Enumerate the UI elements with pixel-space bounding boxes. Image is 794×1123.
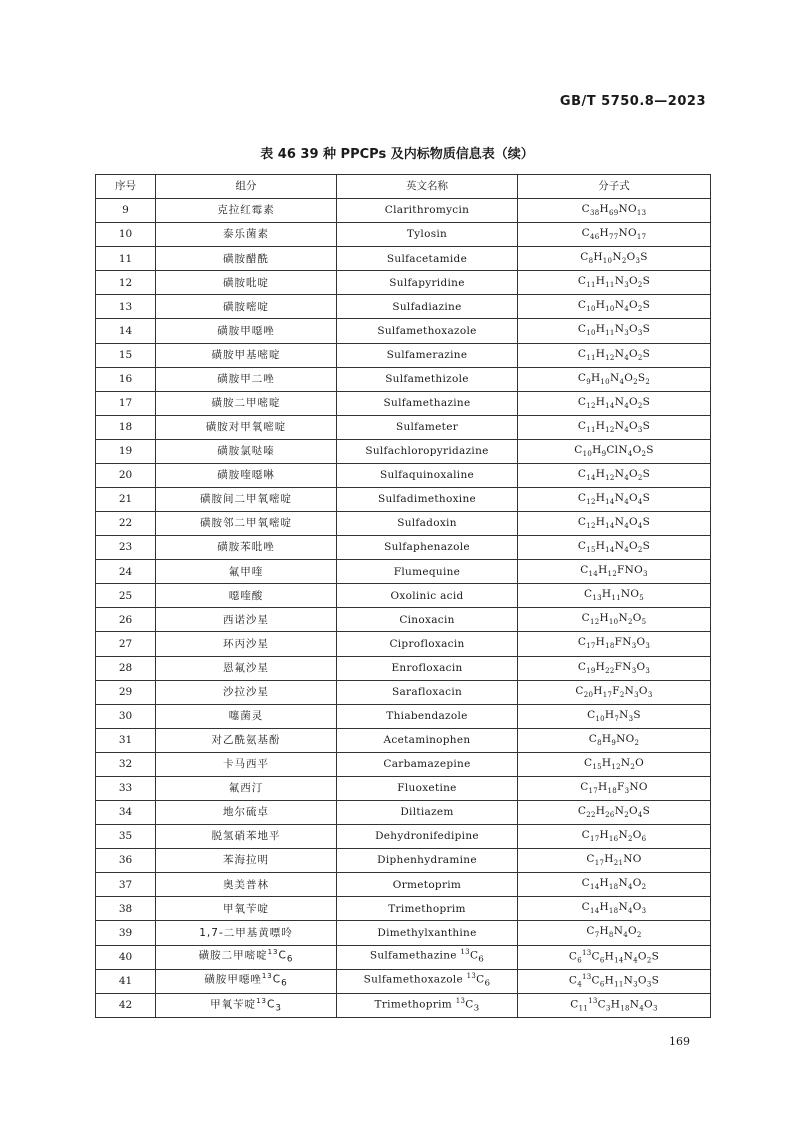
row-number-cell: 26: [96, 608, 156, 632]
table-row: [96, 271, 711, 295]
component-name-cell: 脱氢硝苯地平: [156, 825, 337, 849]
table-row: [96, 463, 711, 487]
table-row: [96, 897, 711, 921]
row-number-cell: 22: [96, 512, 156, 536]
component-name-cell: 克拉红霉素: [156, 199, 337, 223]
english-name-cell: Dimethylxanthine: [337, 921, 518, 945]
table-row: [96, 969, 711, 993]
row-number-cell: 32: [96, 752, 156, 776]
english-name-cell: Oxolinic acid: [337, 584, 518, 608]
formula-cell: $C_{10}H_9ClN_4O_2S$: [518, 439, 711, 463]
table-row: [96, 728, 711, 752]
component-name-cell: 磺胺二甲嘧啶: [156, 391, 337, 415]
row-number-cell: 13: [96, 295, 156, 319]
row-number-cell: 21: [96, 488, 156, 512]
english-name-cell: Sulfaphenazole: [337, 536, 518, 560]
formula-cell: $C_{11}H_{12}N_4O_2S$: [518, 343, 711, 367]
row-number-cell: 35: [96, 825, 156, 849]
table-row: [96, 584, 711, 608]
table-row: [96, 776, 711, 800]
english-name-cell: Sulfameter: [337, 415, 518, 439]
component-name-cell: 磺胺吡啶: [156, 271, 337, 295]
row-number-cell: 28: [96, 656, 156, 680]
row-number-cell: 10: [96, 223, 156, 247]
formula-cell: $C_{17}H_{21}NO$: [518, 849, 711, 873]
component-name-cell: 磺胺嘧啶: [156, 295, 337, 319]
english-name-cell: Ciprofloxacin: [337, 632, 518, 656]
formula-cell: $C_{11}H_{11}N_3O_2S$: [518, 271, 711, 295]
english-name-cell: Sulfapyridine: [337, 271, 518, 295]
component-name-cell: 氟甲喹: [156, 560, 337, 584]
formula-cell: $C_{15}H_{14}N_4O_2S$: [518, 536, 711, 560]
row-number-cell: 42: [96, 993, 156, 1017]
row-number-cell: 24: [96, 560, 156, 584]
english-name-cell: Fluoxetine: [337, 776, 518, 800]
table-row: [96, 849, 711, 873]
formula-cell: $C_{12}H_{14}N_4O_4S$: [518, 488, 711, 512]
row-number-cell: 16: [96, 367, 156, 391]
component-name-cell: 磺胺苯吡唑: [156, 536, 337, 560]
table-row: [96, 488, 711, 512]
row-number-cell: 41: [96, 969, 156, 993]
column-header-formula: 分子式: [518, 175, 711, 199]
component-name-cell: 1,7-二甲基黄嘌呤: [156, 921, 337, 945]
formula-cell: $C_{14}H_{18}N_4O_3$: [518, 897, 711, 921]
english-name-cell: Tylosin: [337, 223, 518, 247]
row-number-cell: 17: [96, 391, 156, 415]
row-number-cell: 33: [96, 776, 156, 800]
component-name-cell: 磺胺间二甲氧嘧啶: [156, 488, 337, 512]
component-name-cell: 磺胺喹噁啉: [156, 463, 337, 487]
table-row: [96, 391, 711, 415]
english-name-cell: Diltiazem: [337, 801, 518, 825]
table-row: [96, 439, 711, 463]
standard-code: GB/T 5750.8—2023: [559, 94, 706, 109]
formula-cell: $C_{19}H_{22}FN_3O_3$: [518, 656, 711, 680]
row-number-cell: 9: [96, 199, 156, 223]
row-number-cell: 39: [96, 921, 156, 945]
formula-cell: $C_{17}H_{16}N_2O_6$: [518, 825, 711, 849]
formula-cell: $C_{20}H_{17}F_2N_3O_3$: [518, 680, 711, 704]
component-name-cell: 甲氧苄啶$^{13}C_3$: [156, 993, 337, 1017]
table-row: [96, 993, 711, 1017]
table-row: [96, 945, 711, 969]
english-name-cell: Diphenhydramine: [337, 849, 518, 873]
component-name-cell: 磺胺醋酰: [156, 247, 337, 271]
formula-cell: $C_6^{13}C_6H_{14}N_4O_2S$: [518, 945, 711, 969]
table-row: [96, 873, 711, 897]
table-header-row: [96, 175, 711, 199]
formula-cell: $C_8H_9NO_2$: [518, 728, 711, 752]
table-row: [96, 367, 711, 391]
table-body: [96, 199, 711, 1018]
row-number-cell: 14: [96, 319, 156, 343]
row-number-cell: 11: [96, 247, 156, 271]
formula-cell: $C_{14}H_{12}FNO_3$: [518, 560, 711, 584]
english-name-cell: Sulfamethazine $^{13}C_6$: [337, 945, 518, 969]
formula-cell: $C_{12}H_{14}N_4O_4S$: [518, 512, 711, 536]
english-name-cell: Sulfaquinoxaline: [337, 463, 518, 487]
row-number-cell: 25: [96, 584, 156, 608]
formula-cell: $C_7H_8N_4O_2$: [518, 921, 711, 945]
table-row: [96, 199, 711, 223]
row-number-cell: 40: [96, 945, 156, 969]
table-row: [96, 704, 711, 728]
english-name-cell: Clarithromycin: [337, 199, 518, 223]
column-header-no: 序号: [96, 175, 156, 199]
english-name-cell: Flumequine: [337, 560, 518, 584]
formula-cell: $C_4^{13}C_6H_{11}N_3O_3S$: [518, 969, 711, 993]
english-name-cell: Dehydronifedipine: [337, 825, 518, 849]
formula-cell: $C_{11}^{13}C_3H_{18}N_4O_3$: [518, 993, 711, 1017]
english-name-cell: Sulfamethazine: [337, 391, 518, 415]
table-row: [96, 608, 711, 632]
english-name-cell: Acetaminophen: [337, 728, 518, 752]
component-name-cell: 氟西汀: [156, 776, 337, 800]
component-name-cell: 西诺沙星: [156, 608, 337, 632]
component-name-cell: 奥美普林: [156, 873, 337, 897]
formula-cell: $C_{46}H_{77}NO_{17}$: [518, 223, 711, 247]
formula-cell: $C_{11}H_{12}N_4O_3S$: [518, 415, 711, 439]
row-number-cell: 36: [96, 849, 156, 873]
english-name-cell: Enrofloxacin: [337, 656, 518, 680]
component-name-cell: 磺胺氯哒嗪: [156, 439, 337, 463]
formula-cell: $C_{12}H_{14}N_4O_2S$: [518, 391, 711, 415]
table-row: [96, 512, 711, 536]
formula-cell: $C_8H_{10}N_2O_3S$: [518, 247, 711, 271]
component-name-cell: 地尔硫卓: [156, 801, 337, 825]
table-row: [96, 801, 711, 825]
component-name-cell: 恩氟沙星: [156, 656, 337, 680]
row-number-cell: 12: [96, 271, 156, 295]
formula-cell: $C_{15}H_{12}N_2O$: [518, 752, 711, 776]
row-number-cell: 31: [96, 728, 156, 752]
component-name-cell: 磺胺甲基嘧啶: [156, 343, 337, 367]
column-header-component: 组分: [156, 175, 337, 199]
english-name-cell: Ormetoprim: [337, 873, 518, 897]
english-name-cell: Sulfachloropyridazine: [337, 439, 518, 463]
table-title: 表 46 39 种 PPCPs 及内标物质信息表（续）: [260, 147, 534, 162]
row-number-cell: 29: [96, 680, 156, 704]
component-name-cell: 泰乐菌素: [156, 223, 337, 247]
english-name-cell: Sulfamethizole: [337, 367, 518, 391]
table-row: [96, 319, 711, 343]
row-number-cell: 19: [96, 439, 156, 463]
component-name-cell: 噁喹酸: [156, 584, 337, 608]
table-row: [96, 656, 711, 680]
formula-cell: $C_{13}H_{11}NO_5$: [518, 584, 711, 608]
component-name-cell: 环丙沙星: [156, 632, 337, 656]
table-row: [96, 921, 711, 945]
row-number-cell: 18: [96, 415, 156, 439]
formula-cell: $C_9H_{10}N_4O_2S_2$: [518, 367, 711, 391]
english-name-cell: Sulfadiazine: [337, 295, 518, 319]
component-name-cell: 卡马西平: [156, 752, 337, 776]
formula-cell: $C_{17}H_{18}F_3NO$: [518, 776, 711, 800]
component-name-cell: 磺胺对甲氧嘧啶: [156, 415, 337, 439]
page-number: 169: [669, 1035, 690, 1048]
component-name-cell: 对乙酰氨基酚: [156, 728, 337, 752]
formula-cell: $C_{14}H_{12}N_4O_2S$: [518, 463, 711, 487]
row-number-cell: 20: [96, 463, 156, 487]
table-row: [96, 536, 711, 560]
english-name-cell: Cinoxacin: [337, 608, 518, 632]
row-number-cell: 27: [96, 632, 156, 656]
english-name-cell: Sulfamethoxazole $^{13}C_6$: [337, 969, 518, 993]
component-name-cell: 磺胺邻二甲氧嘧啶: [156, 512, 337, 536]
english-name-cell: Thiabendazole: [337, 704, 518, 728]
english-name-cell: Sulfadoxin: [337, 512, 518, 536]
table-row: [96, 247, 711, 271]
row-number-cell: 34: [96, 801, 156, 825]
component-name-cell: 磺胺甲噁唑: [156, 319, 337, 343]
table-row: [96, 560, 711, 584]
formula-cell: $C_{17}H_{18}FN_3O_3$: [518, 632, 711, 656]
english-name-cell: Sulfamerazine: [337, 343, 518, 367]
row-number-cell: 23: [96, 536, 156, 560]
formula-cell: $C_{14}H_{18}N_4O_2$: [518, 873, 711, 897]
formula-cell: $C_{12}H_{10}N_2O_5$: [518, 608, 711, 632]
table-row: [96, 343, 711, 367]
component-name-cell: 苯海拉明: [156, 849, 337, 873]
component-name-cell: 磺胺二甲嘧啶$^{13}C_6$: [156, 945, 337, 969]
formula-cell: $C_{10}H_7N_3S$: [518, 704, 711, 728]
column-header-english-name: 英文名称: [337, 175, 518, 199]
table-row: [96, 632, 711, 656]
ppcps-info-table: [95, 174, 711, 1018]
table-row: [96, 825, 711, 849]
row-number-cell: 38: [96, 897, 156, 921]
table-row: [96, 295, 711, 319]
english-name-cell: Sulfacetamide: [337, 247, 518, 271]
formula-cell: $C_{10}H_{11}N_3O_3S$: [518, 319, 711, 343]
row-number-cell: 30: [96, 704, 156, 728]
component-name-cell: 沙拉沙星: [156, 680, 337, 704]
table-row: [96, 680, 711, 704]
formula-cell: $C_{22}H_{26}N_2O_4S$: [518, 801, 711, 825]
component-name-cell: 甲氧苄啶: [156, 897, 337, 921]
english-name-cell: Sarafloxacin: [337, 680, 518, 704]
formula-cell: $C_{10}H_{10}N_4O_2S$: [518, 295, 711, 319]
component-name-cell: 噻菌灵: [156, 704, 337, 728]
english-name-cell: Sulfadimethoxine: [337, 488, 518, 512]
component-name-cell: 磺胺甲噁唑$^{13}C_6$: [156, 969, 337, 993]
english-name-cell: Trimethoprim $^{13}C_3$: [337, 993, 518, 1017]
english-name-cell: Sulfamethoxazole: [337, 319, 518, 343]
row-number-cell: 15: [96, 343, 156, 367]
component-name-cell: 磺胺甲二唑: [156, 367, 337, 391]
table-row: [96, 752, 711, 776]
row-number-cell: 37: [96, 873, 156, 897]
table-row: [96, 223, 711, 247]
formula-cell: $C_{38}H_{69}NO_{13}$: [518, 199, 711, 223]
english-name-cell: Trimethoprim: [337, 897, 518, 921]
table-row: [96, 415, 711, 439]
english-name-cell: Carbamazepine: [337, 752, 518, 776]
